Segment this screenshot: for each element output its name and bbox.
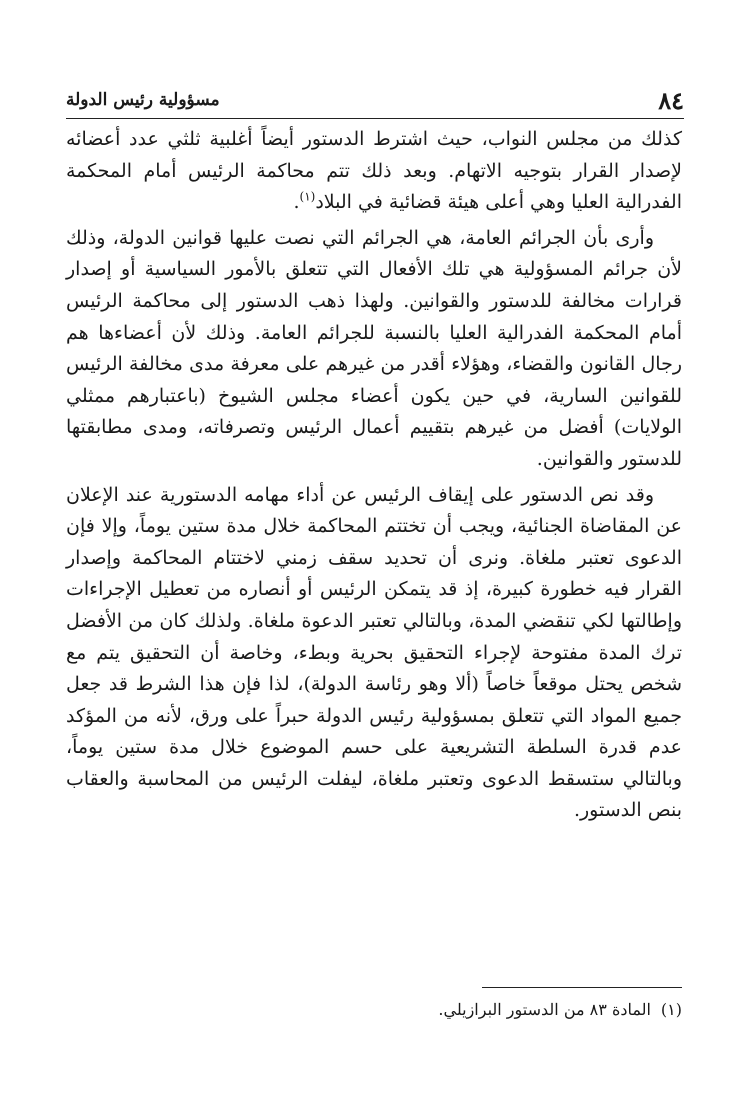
footnote bbox=[66, 998, 682, 1022]
page-number: ٨٤ bbox=[658, 86, 684, 115]
footnote-divider bbox=[482, 987, 682, 988]
paragraph-2: وأرى بأن الجرائم العامة، هي الجرائم التي نصت عليها قوانين الدولة، وذلك لأن جرائم المسؤولية هي تلك الأفعال التي تتعلق بالأمور السياسية أو إصدار قرارات مخالفة للدستور والقوانين. ولهذا ذهب الدستور إلى محاكمة الرئيس أمام المحكمة الفدرالية العليا بالنسبة للجرائم العامة. وذلك لأن أعضاءها هم رجال القانون والقضاء، وهؤلاء أقدر من غيرهم على معرفة مدى مخالفة الرئيس للقوانين السارية، في حين يكون أعضاء مجلس الشيوخ (باعتبارهم ممثلي الولايات) أفضل من غيرهم بتقييم أعمال الرئيس وتصرفاته، ومدى مطابقتها للدستور والقوانين. bbox=[66, 226, 682, 470]
paragraph-1-text: كذلك من مجلس النواب، حيث اشترط الدستور أيضاً أغلبية ثلثي عدد أعضائه لإصدار القرار بتوجيه الاتهام. وبعد ذلك تتم محاكمة الرئيس أمام المحكمة الفدرالية العليا وهي أعلى هيئة قضائية في البلاد bbox=[66, 128, 682, 214]
footnote-number: (١) bbox=[660, 1000, 682, 1019]
paragraph-3: وقد نص الدستور على إيقاف الرئيس عن أداء مهامه الدستورية عند الإعلان عن المقاضاة الجنائية، ويجب أن تختتم المحاكمة خلال مدة ستين يوماً، وإلا فإن الدعوى تعتبر ملغاة. ونرى أن تحديد سقف زمني لاختتام المحاكمة وإصدار القرار فيه خطورة كبيرة، إذ قد يتمكن الرئيس أو أنصاره من تعطيل الإجراءات وإطالتها لكي تنقضي المدة، وبالتالي تعتبر الدعوة ملغاة. ولذلك كان من الأفضل ترك المدة مفتوحة لإجراء التحقيق بحرية وبطء، وخاصة أن التحقيق يتم مع شخص يحتل موقعاً خاصاً (ألا وهو رئاسة الدولة)، لذا فإن هذا الشرط قد جعل جميع المواد التي تتعلق بمسؤولية رئيس الدولة حبراً على ورق، لأنه من المؤكد عدم قدرة السلطة التشريعية على حسم الموضوع خلال مدة ستين يوماً، وبالتالي ستسقط الدعوى وتعتبر ملغاة، ليفلت الرئيس من المحاسبة والعقاب بنص الدستور. bbox=[66, 483, 683, 822]
body-text bbox=[66, 124, 682, 827]
page-header bbox=[66, 84, 684, 119]
paragraph-1 bbox=[66, 124, 682, 219]
footnote-text: المادة ٨٣ من الدستور البرازيلي. bbox=[438, 1000, 651, 1019]
footnote-reference[interactable]: (١) bbox=[299, 189, 316, 204]
paragraph-1-tail: . bbox=[293, 191, 300, 214]
running-title: مسؤولية رئيس الدولة bbox=[66, 90, 220, 110]
